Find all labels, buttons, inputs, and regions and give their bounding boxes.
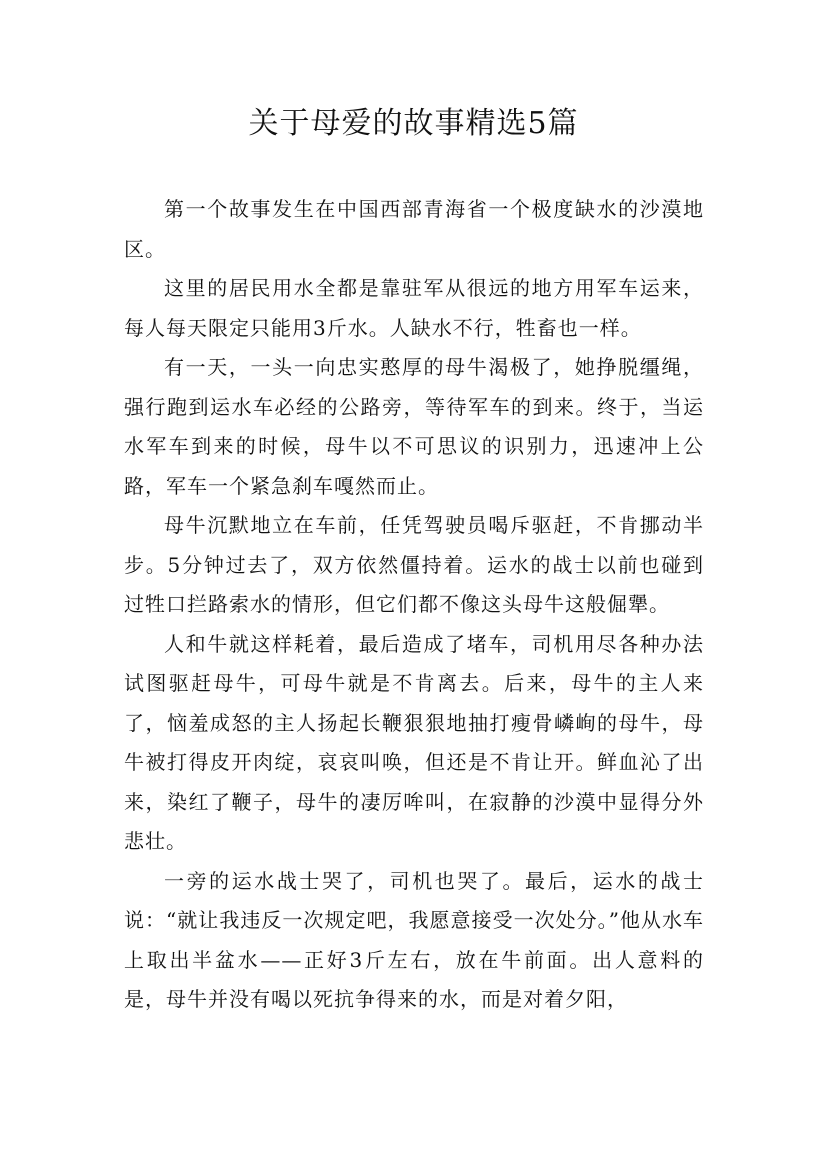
paragraph: 这里的居民用水全都是靠驻军从很远的地方用军车运来，每人每天限定只能用3斤水。人缺水不行，牲畜也一样。: [124, 276, 704, 340]
document-title: 关于母爱的故事精选5篇: [248, 106, 579, 141]
paragraph: 人和牛就这样耗着，最后造成了堵车，司机用尽各种办法试图驱赶母牛，可母牛就是不肯离去。后来，母牛的主人来了，恼羞成怒的主人扬起长鞭狠狠地抽打瘦骨嶙峋的母牛，母牛被打得皮开肉绽，哀哀叫唤，但还是不肯让开。鲜血沁了出来，染红了鞭子，母牛的凄厉哞叫，在寂静的沙漠中显得分外悲壮。: [124, 631, 704, 853]
paragraph: 母牛沉默地立在车前，任凭驾驶员喝斥驱赶，不肯挪动半步。5分钟过去了，双方依然僵持着。运水的战士以前也碰到过牲口拦路索水的情形，但它们都不像这头母牛这般倔犟。: [124, 513, 704, 616]
paragraph: 有一天，一头一向忠实憨厚的母牛渴极了，她挣脱缰绳，强行跑到运水车必经的公路旁，等待军车的到来。终于，当运水军车到来的时候，母牛以不可思议的识别力，迅速冲上公路，军车一个紧急刹车嘎然而止。: [124, 355, 704, 498]
paragraph: 一旁的运水战士哭了，司机也哭了。最后，运水的战士说：“就让我违反一次规定吧，我愿意接受一次处分。”他从水车上取出半盆水——正好3斤左右，放在牛前面。出人意料的是，母牛并没有喝以死抗争得来的水，而是对着夕阳，: [124, 868, 704, 1011]
paragraph: 第一个故事发生在中国西部青海省一个极度缺水的沙漠地区。: [124, 197, 704, 261]
document-body: [124, 190, 704, 1020]
